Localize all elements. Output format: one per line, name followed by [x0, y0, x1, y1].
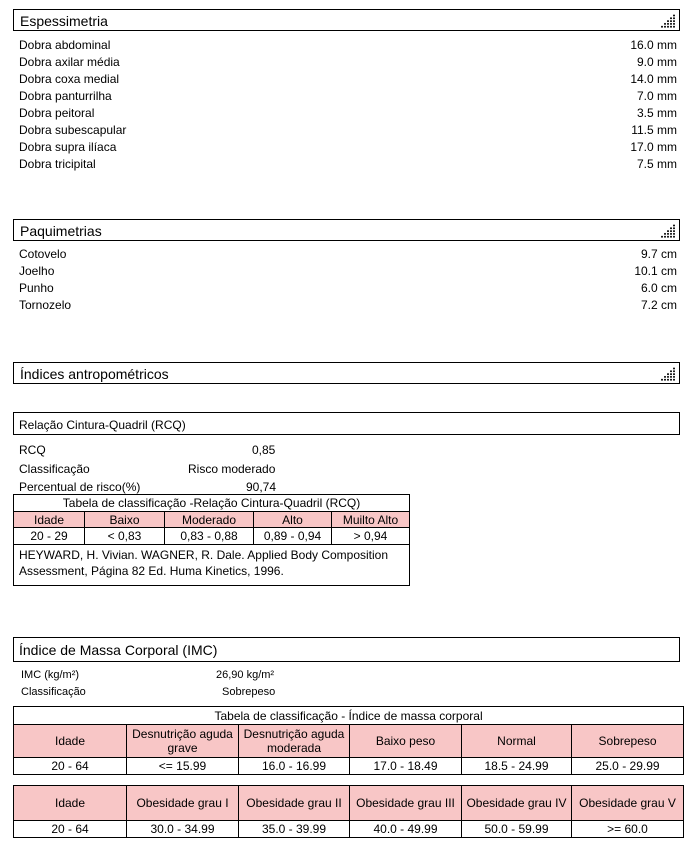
table-header-cell: Baixo peso [350, 725, 462, 758]
measurement-label: Dobra subescapular [19, 123, 127, 137]
measurement-row [19, 106, 677, 122]
table-header-cell: Idade [14, 725, 127, 758]
rcq-title-box [13, 412, 680, 435]
measurement-label: Dobra axilar média [19, 55, 120, 69]
measurement-value: 10.1 cm [634, 264, 677, 278]
table-cell: <= 15.99 [127, 758, 239, 775]
table-header-cell: Baixo [85, 512, 165, 528]
table-cell: 40.0 - 49.99 [350, 821, 462, 838]
risk-value: 90,74 [246, 480, 277, 494]
table-cell: 18.5 - 24.99 [462, 758, 572, 775]
rcq-classification-table [13, 494, 410, 586]
table-header-cell: Desnutrição aguda grave [127, 725, 239, 758]
section-title: Índices antropométricos [20, 366, 169, 382]
measurement-value: 3.5 mm [636, 106, 677, 120]
table-cell: 20 - 64 [14, 758, 127, 775]
measurement-row [19, 123, 677, 139]
table-cell: 50.0 - 59.99 [462, 821, 572, 838]
measurement-row [19, 89, 677, 105]
table-header-cell: Alto [254, 512, 332, 528]
measurement-value: 6.0 cm [640, 281, 677, 295]
dotted-triangle-icon [660, 224, 676, 238]
imc-classification-label: Classificação [21, 686, 86, 698]
table-header-cell: Sobrepeso [572, 725, 684, 758]
table-cell: 30.0 - 34.99 [127, 821, 239, 838]
measurement-label: Dobra peitoral [19, 106, 95, 120]
table-header-cell: Obesidade grau IV [462, 786, 572, 821]
table-cell: < 0,83 [85, 528, 165, 545]
measurement-row [19, 298, 677, 314]
measurement-value: 16.0 mm [630, 38, 677, 52]
table-cell: 0,83 - 0,88 [165, 528, 254, 545]
table-header-cell: Desnutrição aguda moderada [239, 725, 350, 758]
table-header-cell: Obesidade grau I [127, 786, 239, 821]
imc-value: 26,90 kg/m² [216, 669, 275, 681]
table-header-cell: Moderado [165, 512, 254, 528]
measurement-value: 11.5 mm [631, 123, 677, 137]
measurement-label: Tornozelo [19, 298, 72, 312]
rcq-label: RCQ [19, 443, 46, 457]
measurement-label: Punho [19, 281, 54, 295]
measurement-value: 7.0 mm [636, 89, 677, 103]
imc-classification-table-2 [13, 785, 684, 838]
table-cell: 35.0 - 39.99 [239, 821, 350, 838]
table-header-cell: Idade [14, 786, 127, 821]
table-cell: 25.0 - 29.99 [572, 758, 684, 775]
imc-title-box [13, 637, 680, 662]
table-header-cell: Normal [462, 725, 572, 758]
table-cell: 20 - 29 [14, 528, 85, 545]
measurement-label: Cotovelo [19, 247, 67, 261]
indices-header [13, 362, 680, 384]
measurement-label: Dobra coxa medial [19, 72, 120, 86]
measurement-row [19, 247, 677, 263]
measurement-row [19, 281, 677, 297]
table-header-cell: Obesidade grau II [239, 786, 350, 821]
measurement-value: 14.0 mm [630, 72, 677, 86]
rcq-classification-value: Risco moderado [188, 462, 276, 476]
table-header-cell: Muilto Alto [332, 512, 410, 528]
measurement-value: 17.0 mm [630, 140, 677, 154]
dotted-triangle-icon [660, 367, 676, 381]
table-cell: 0,89 - 0,94 [254, 528, 332, 545]
measurement-row [19, 140, 677, 156]
section-title: Paquimetrias [20, 223, 102, 239]
rcq-title: Relação Cintura-Quadril (RCQ) [19, 418, 186, 432]
table-cell: >= 60.0 [572, 821, 684, 838]
imc-classification-table-1 [13, 706, 684, 775]
measurement-row [19, 38, 677, 54]
espessimetria-header [13, 9, 680, 31]
table-cell: 20 - 64 [14, 821, 127, 838]
measurement-value: 9.0 mm [636, 55, 677, 69]
imc-classification-value: Sobrepeso [222, 686, 276, 698]
table-header-cell: Idade [14, 512, 85, 528]
paquimetrias-header [13, 219, 680, 241]
table-caption: Tabela de classificação -Relação Cintura-Quadril (RCQ) [14, 495, 410, 512]
rcq-classification-label: Classificação [19, 462, 90, 476]
dotted-triangle-icon [660, 14, 676, 28]
table-header-cell: Obesidade grau V [572, 786, 684, 821]
rcq-value: 0,85 [252, 443, 276, 457]
measurement-label: Dobra abdominal [19, 38, 111, 52]
table-cell: 16.0 - 16.99 [239, 758, 350, 775]
measurement-row [19, 157, 677, 173]
measurement-row [19, 72, 677, 88]
table-caption: Tabela de classificação - Índice de massa corporal [14, 707, 684, 725]
reference-text: HEYWARD, H. Vivian. WAGNER, R. Dale. Applied Body Composition Assessment, Página 82 Ed. Huma Kinetics, 1996. [14, 545, 410, 586]
table-cell: 17.0 - 18.49 [350, 758, 462, 775]
imc-label: IMC (kg/m²) [21, 669, 80, 681]
imc-title: Índice de Massa Corporal (IMC) [19, 642, 218, 658]
measurement-label: Dobra supra ilíaca [19, 140, 117, 154]
table-cell: > 0,94 [332, 528, 410, 545]
risk-label: Percentual de risco(%) [19, 480, 141, 494]
section-title: Espessimetria [20, 13, 108, 29]
measurement-label: Joelho [19, 264, 55, 278]
measurement-value: 7.5 mm [636, 157, 677, 171]
measurement-value: 9.7 cm [640, 247, 677, 261]
measurement-row [19, 55, 677, 71]
measurement-value: 7.2 cm [640, 298, 677, 312]
measurement-label: Dobra panturrilha [19, 89, 112, 103]
measurement-row [19, 264, 677, 280]
table-header-cell: Obesidade grau III [350, 786, 462, 821]
measurement-label: Dobra tricipital [19, 157, 96, 171]
